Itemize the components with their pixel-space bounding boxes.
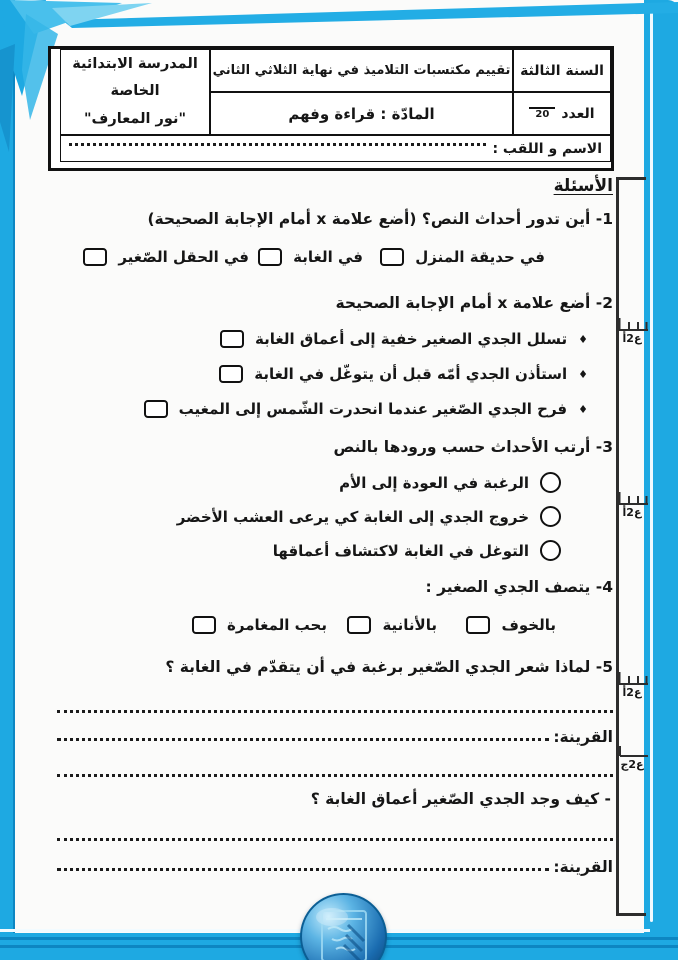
diamond-bullet-icon: ♦ xyxy=(578,332,588,346)
grading-mark-label: ع2أ xyxy=(622,506,642,519)
q2-item-1 xyxy=(220,330,588,348)
student-name-label: الاسم و اللقب : xyxy=(492,140,602,157)
school-name-line2: "نور المعارف" xyxy=(84,110,186,127)
q3-order-circle-3[interactable] xyxy=(540,540,561,561)
student-name-row xyxy=(60,135,611,162)
grading-tally-icon xyxy=(618,492,648,505)
answer-line[interactable] xyxy=(57,868,549,871)
q1-option-forest xyxy=(258,248,363,266)
answer-line[interactable] xyxy=(57,838,613,841)
q1-checkbox-forest[interactable] xyxy=(258,248,282,266)
frame-left-band xyxy=(0,0,15,960)
question-4-prompt: 4- يتصف الجدي الصغير : xyxy=(425,578,613,596)
q1-option-field-label: في الحقل الصّغير xyxy=(118,248,249,266)
answer-line[interactable] xyxy=(57,738,549,741)
q5-evidence-label: القرينة: xyxy=(553,728,613,746)
school-logo xyxy=(300,893,387,960)
grading-mark-label: ع2أ xyxy=(622,686,642,699)
q1-option-garden-label: في حديقة المنزل xyxy=(415,248,545,266)
q4-option-adventure-label: بحب المغامرة xyxy=(227,616,327,634)
grading-tally-icon xyxy=(618,672,648,685)
q1-option-forest-label: في الغابة xyxy=(293,248,363,266)
q4-checkbox-fear[interactable] xyxy=(466,616,490,634)
margin-column-vertical-line xyxy=(616,177,619,915)
diamond-bullet-icon: ♦ xyxy=(578,402,588,416)
q6-evidence-row xyxy=(57,852,613,876)
q2-item-3 xyxy=(144,400,588,418)
q1-checkbox-field[interactable] xyxy=(83,248,107,266)
q3-item-1-label: الرغبة في العودة إلى الأم xyxy=(339,473,529,492)
frame-right-inner-line xyxy=(650,10,653,922)
score-label: العدد xyxy=(561,105,595,122)
question-6-prompt: - كيف وجد الجدي الصّغير أعماق الغابة ؟ xyxy=(310,790,611,808)
questions-area xyxy=(55,170,613,940)
grading-mark-label: ع2أ xyxy=(622,332,642,345)
school-name-cell xyxy=(60,49,210,135)
question-1-prompt: 1- أين تدور أحداث النص؟ (أضع علامة x أمام الإجابة الصحيحة) xyxy=(147,210,613,228)
q6-evidence-label: القرينة: xyxy=(553,858,613,876)
answer-line[interactable] xyxy=(57,774,613,777)
grading-corner-icon xyxy=(618,746,648,758)
margin-column-bottom-line xyxy=(616,913,646,916)
q4-option-adventure xyxy=(192,616,327,634)
q3-item-1 xyxy=(339,472,561,493)
q4-option-selfish xyxy=(347,616,437,634)
header-table xyxy=(48,46,614,171)
q3-item-2 xyxy=(177,506,561,527)
q2-item-3-label: فرح الجدي الصّغير عندما انحدرت الشّمس إلى المغيب xyxy=(178,400,568,418)
q2-checkbox-2[interactable] xyxy=(219,365,243,383)
q1-option-garden xyxy=(380,248,545,266)
question-3-prompt: 3- أرتب الأحداث حسب ورودها بالنص xyxy=(333,438,613,456)
margin-column-top-line xyxy=(616,177,646,180)
school-name-line1: المدرسة الابتدائية الخاصة xyxy=(72,55,198,100)
answer-line[interactable] xyxy=(57,710,613,713)
q2-item-2-label: استأذن الجدي أمّه قبل أن يتوغّل في الغابة xyxy=(254,365,568,383)
q3-item-2-label: خروج الجدي إلى الغابة كي يرعى العشب الأخضر xyxy=(176,507,529,526)
q4-option-fear-label: بالخوف xyxy=(501,616,556,634)
q4-checkbox-adventure[interactable] xyxy=(192,616,216,634)
q2-item-2 xyxy=(219,365,588,383)
q1-option-field xyxy=(83,248,249,266)
score-fraction: 20 xyxy=(529,107,555,120)
q3-order-circle-1[interactable] xyxy=(540,472,561,493)
exam-title-cell: تقييم مكتسبات التلاميذ في نهاية الثلاثي الثاني xyxy=(210,49,513,92)
section-title: الأسئلة xyxy=(553,176,613,196)
grading-mark-label: ع2ج xyxy=(620,758,644,771)
q5-evidence-row xyxy=(57,722,613,746)
q1-checkbox-garden[interactable] xyxy=(380,248,404,266)
q2-checkbox-1[interactable] xyxy=(220,330,244,348)
grade-cell: السنة الثالثة xyxy=(513,49,611,92)
q2-item-1-label: تسلل الجدي الصغير خفية إلى أعماق الغابة xyxy=(255,330,568,348)
q4-checkbox-selfish[interactable] xyxy=(347,616,371,634)
q3-order-circle-2[interactable] xyxy=(540,506,561,527)
question-2-prompt: 2- أضع علامة x أمام الإجابة الصحيحة xyxy=(335,294,613,312)
q4-option-fear xyxy=(466,616,556,634)
q3-item-3-label: التوغل في الغابة لاكتشاف أعماقها xyxy=(272,541,529,560)
q3-item-3 xyxy=(273,540,561,561)
subject-cell: المادّة : قراءة وفهم xyxy=(210,92,513,135)
student-name-input-line[interactable] xyxy=(69,143,486,146)
question-5-prompt: 5- لماذا شعر الجدي الصّغير برغبة في أن يتقدّم في الغابة ؟ xyxy=(165,658,613,676)
q4-option-selfish-label: بالأنانية xyxy=(382,616,437,634)
score-cell xyxy=(513,92,611,135)
grading-tally-icon xyxy=(618,318,648,331)
diamond-bullet-icon: ♦ xyxy=(578,367,588,381)
q2-checkbox-3[interactable] xyxy=(144,400,168,418)
